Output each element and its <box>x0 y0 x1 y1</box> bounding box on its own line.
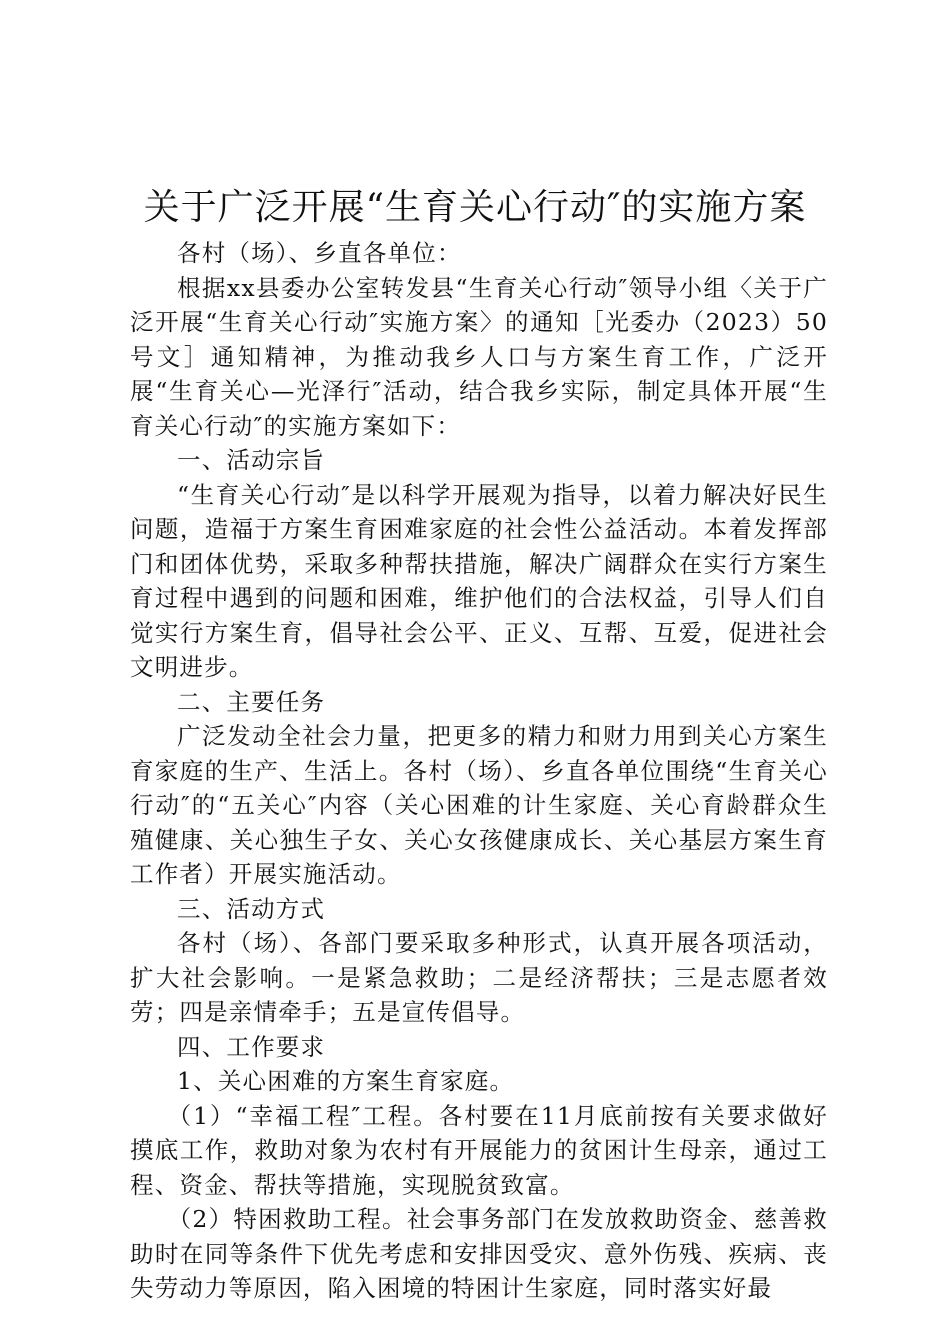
section-heading-requirements: 四、工作要求 <box>177 1032 326 1061</box>
methods-paragraph: 各村（场）、各部门要采取多种形式，认真开展各项活动，扩大社会影响。一是紧急救助；二是经济帮扶；三是志愿者效劳；四是亲情牵手；五是宣传倡导。 <box>130 929 828 1026</box>
section-heading-tasks: 二、主要任务 <box>177 687 326 716</box>
tasks-paragraph: 广泛发动全社会力量，把更多的精力和财力用到关心方案生育家庭的生产、生活上。各村（场）、乡直各单位围绕“生育关心行动″的“五关心″内容（关心困难的计生家庭、关心育龄群众生殖健康、关心独生子女、关心女孩健康成长、关心基层方案生育工作者）开展实施活动。 <box>130 722 828 888</box>
document-title: 关于广泛开展“生育关心行动″的实施方案 <box>143 187 807 228</box>
document-body <box>130 236 828 1306</box>
salutation: 各村（场）、乡直各单位： <box>177 239 462 267</box>
section-heading-purpose: 一、活动宗旨 <box>177 446 326 474</box>
purpose-paragraph: “生育关心行动″是以科学开展观为指导，以着力解决好民生问题，造福于方案生育困难家庭的社会性公益活动。本着发挥部门和团体优势，采取多种帮扶措施，解决广阔群众在实行方案生育过程中遇到的问题和困难，维护他们的合法权益，引导人们自觉实行方案生育，倡导社会公平、正义、互帮、互爱，促进社会文明进步。 <box>130 480 828 681</box>
intro-paragraph: 根据xx县委办公室转发县“生育关心行动″领导小组〈关于广泛开展“生育关心行动″实施方案〉的通知［光委办（2023）50号文］通知精神，为推动我乡人口与方案生育工作，广泛开展“生育关心—光泽行″活动，结合我乡实际，制定具体开展“生育关心行动″的实施方案如下： <box>130 273 828 440</box>
requirement-subitem-1: （1）“幸福工程″工程。各村要在11月底前按有关要求做好摸底工作，救助对象为农村有开展能力的贫困计生母亲，通过工程、资金、帮扶等措施，实现脱贫致富。 <box>130 1101 828 1199</box>
section-heading-methods: 三、活动方式 <box>177 894 326 923</box>
requirement-subitem-2: （2）特困救助工程。社会事务部门在发放救助资金、慈善救助时在同等条件下优先考虑和安排因受灾、意外伤残、疾病、丧失劳动力等原因，陷入困境的特困计生家庭，同时落实好最 <box>130 1205 828 1302</box>
requirement-item-1: 1、关心困难的方案生育家庭。 <box>177 1067 515 1095</box>
